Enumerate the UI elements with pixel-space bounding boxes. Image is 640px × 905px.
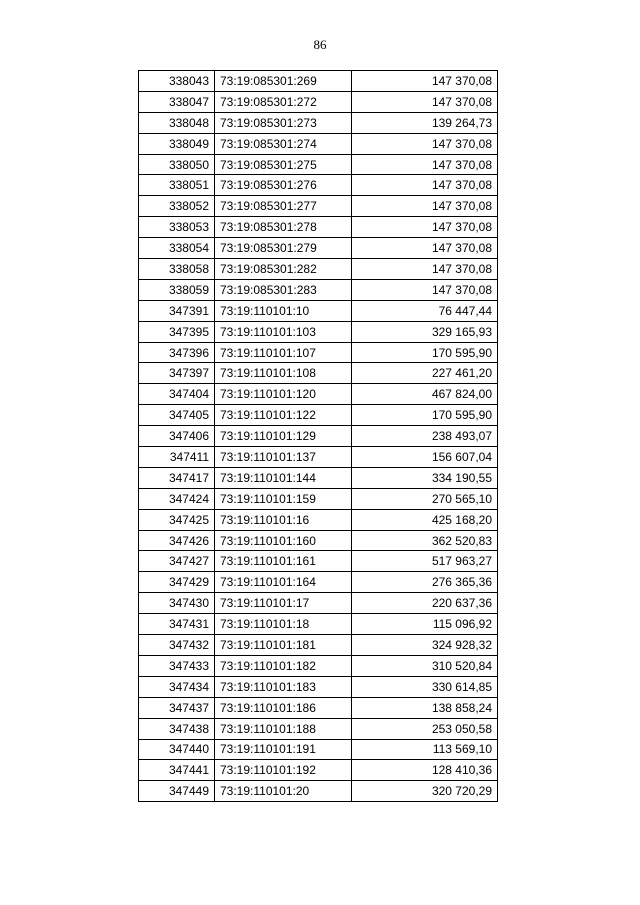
row-id-cell: 347391: [139, 300, 215, 321]
cadastral-number-cell: 73:19:110101:183: [215, 676, 352, 697]
row-id-cell: 347397: [139, 363, 215, 384]
row-id-cell: 347396: [139, 342, 215, 363]
row-id-cell: 347406: [139, 426, 215, 447]
cadastral-number-cell: 73:19:110101:108: [215, 363, 352, 384]
cadastral-number-cell: 73:19:110101:188: [215, 718, 352, 739]
row-id-cell: 338043: [139, 71, 215, 92]
registry-table-body: [139, 71, 498, 802]
row-id-cell: 347441: [139, 760, 215, 781]
table-row: [139, 781, 498, 802]
cadastral-number-cell: 73:19:085301:283: [215, 279, 352, 300]
cadastral-number-cell: 73:19:085301:272: [215, 91, 352, 112]
table-row: [139, 614, 498, 635]
cadastral-number-cell: 73:19:085301:276: [215, 175, 352, 196]
cadastral-number-cell: 73:19:110101:120: [215, 384, 352, 405]
amount-cell: 139 264,73: [352, 112, 498, 133]
amount-cell: 170 595,90: [352, 342, 498, 363]
table-row: [139, 133, 498, 154]
table-row: [139, 175, 498, 196]
table-row: [139, 655, 498, 676]
table-row: [139, 279, 498, 300]
table-row: [139, 71, 498, 92]
table-row: [139, 384, 498, 405]
table-row: [139, 551, 498, 572]
amount-cell: 334 190,55: [352, 467, 498, 488]
cadastral-number-cell: 73:19:085301:282: [215, 259, 352, 280]
amount-cell: 467 824,00: [352, 384, 498, 405]
amount-cell: 113 569,10: [352, 739, 498, 760]
table-row: [139, 405, 498, 426]
cadastral-number-cell: 73:19:110101:182: [215, 655, 352, 676]
row-id-cell: 347437: [139, 697, 215, 718]
amount-cell: 147 370,08: [352, 91, 498, 112]
amount-cell: 147 370,08: [352, 217, 498, 238]
cadastral-number-cell: 73:19:110101:17: [215, 593, 352, 614]
table-row: [139, 697, 498, 718]
cadastral-number-cell: 73:19:085301:275: [215, 154, 352, 175]
table-row: [139, 760, 498, 781]
table-row: [139, 217, 498, 238]
table-row: [139, 509, 498, 530]
amount-cell: 220 637,36: [352, 593, 498, 614]
row-id-cell: 338047: [139, 91, 215, 112]
table-row: [139, 467, 498, 488]
row-id-cell: 347427: [139, 551, 215, 572]
amount-cell: 147 370,08: [352, 259, 498, 280]
amount-cell: 330 614,85: [352, 676, 498, 697]
amount-cell: 147 370,08: [352, 238, 498, 259]
cadastral-number-cell: 73:19:110101:16: [215, 509, 352, 530]
amount-cell: 147 370,08: [352, 133, 498, 154]
amount-cell: 517 963,27: [352, 551, 498, 572]
cadastral-number-cell: 73:19:110101:191: [215, 739, 352, 760]
cadastral-number-cell: 73:19:110101:161: [215, 551, 352, 572]
row-id-cell: 347404: [139, 384, 215, 405]
cadastral-number-cell: 73:19:110101:107: [215, 342, 352, 363]
row-id-cell: 347424: [139, 488, 215, 509]
row-id-cell: 347425: [139, 509, 215, 530]
amount-cell: 276 365,36: [352, 572, 498, 593]
cadastral-number-cell: 73:19:110101:137: [215, 447, 352, 468]
table-row: [139, 593, 498, 614]
table-row: [139, 676, 498, 697]
amount-cell: 238 493,07: [352, 426, 498, 447]
amount-cell: 128 410,36: [352, 760, 498, 781]
table-row: [139, 363, 498, 384]
row-id-cell: 347432: [139, 635, 215, 656]
cadastral-number-cell: 73:19:085301:277: [215, 196, 352, 217]
cadastral-number-cell: 73:19:110101:186: [215, 697, 352, 718]
table-row: [139, 718, 498, 739]
cadastral-number-cell: 73:19:110101:144: [215, 467, 352, 488]
table-row: [139, 259, 498, 280]
page-number: 86: [313, 37, 327, 52]
row-id-cell: 347433: [139, 655, 215, 676]
row-id-cell: 347395: [139, 321, 215, 342]
cadastral-number-cell: 73:19:085301:279: [215, 238, 352, 259]
cadastral-number-cell: 73:19:085301:269: [215, 71, 352, 92]
cadastral-number-cell: 73:19:110101:129: [215, 426, 352, 447]
table-row: [139, 426, 498, 447]
table-row: [139, 91, 498, 112]
row-id-cell: 338049: [139, 133, 215, 154]
table-row: [139, 488, 498, 509]
table-row: [139, 635, 498, 656]
amount-cell: 76 447,44: [352, 300, 498, 321]
row-id-cell: 338052: [139, 196, 215, 217]
amount-cell: 329 165,93: [352, 321, 498, 342]
row-id-cell: 338050: [139, 154, 215, 175]
registry-table: [138, 70, 498, 802]
row-id-cell: 347438: [139, 718, 215, 739]
amount-cell: 156 607,04: [352, 447, 498, 468]
amount-cell: 362 520,83: [352, 530, 498, 551]
row-id-cell: 347449: [139, 781, 215, 802]
row-id-cell: 347431: [139, 614, 215, 635]
row-id-cell: 347411: [139, 447, 215, 468]
amount-cell: 147 370,08: [352, 279, 498, 300]
table-row: [139, 342, 498, 363]
table-row: [139, 572, 498, 593]
cadastral-number-cell: 73:19:110101:192: [215, 760, 352, 781]
amount-cell: 147 370,08: [352, 154, 498, 175]
row-id-cell: 338053: [139, 217, 215, 238]
amount-cell: 115 096,92: [352, 614, 498, 635]
row-id-cell: 338048: [139, 112, 215, 133]
cadastral-number-cell: 73:19:110101:160: [215, 530, 352, 551]
row-id-cell: 347417: [139, 467, 215, 488]
table-row: [139, 154, 498, 175]
row-id-cell: 347429: [139, 572, 215, 593]
cadastral-number-cell: 73:19:110101:159: [215, 488, 352, 509]
table-row: [139, 321, 498, 342]
row-id-cell: 347405: [139, 405, 215, 426]
amount-cell: 320 720,29: [352, 781, 498, 802]
amount-cell: 147 370,08: [352, 196, 498, 217]
table-row: [139, 739, 498, 760]
table-row: [139, 447, 498, 468]
row-id-cell: 347426: [139, 530, 215, 551]
amount-cell: 147 370,08: [352, 175, 498, 196]
cadastral-number-cell: 73:19:110101:122: [215, 405, 352, 426]
amount-cell: 227 461,20: [352, 363, 498, 384]
row-id-cell: 347440: [139, 739, 215, 760]
cadastral-number-cell: 73:19:110101:181: [215, 635, 352, 656]
amount-cell: 138 858,24: [352, 697, 498, 718]
table-row: [139, 300, 498, 321]
row-id-cell: 338054: [139, 238, 215, 259]
row-id-cell: 338059: [139, 279, 215, 300]
cadastral-number-cell: 73:19:085301:274: [215, 133, 352, 154]
row-id-cell: 347430: [139, 593, 215, 614]
table-row: [139, 112, 498, 133]
table-row: [139, 238, 498, 259]
cadastral-number-cell: 73:19:110101:20: [215, 781, 352, 802]
row-id-cell: 338051: [139, 175, 215, 196]
amount-cell: 310 520,84: [352, 655, 498, 676]
amount-cell: 270 565,10: [352, 488, 498, 509]
cadastral-number-cell: 73:19:110101:10: [215, 300, 352, 321]
cadastral-number-cell: 73:19:110101:18: [215, 614, 352, 635]
table-row: [139, 196, 498, 217]
amount-cell: 147 370,08: [352, 71, 498, 92]
amount-cell: 253 050,58: [352, 718, 498, 739]
cadastral-number-cell: 73:19:085301:278: [215, 217, 352, 238]
row-id-cell: 338058: [139, 259, 215, 280]
amount-cell: 425 168,20: [352, 509, 498, 530]
cadastral-number-cell: 73:19:085301:273: [215, 112, 352, 133]
amount-cell: 170 595,90: [352, 405, 498, 426]
row-id-cell: 347434: [139, 676, 215, 697]
amount-cell: 324 928,32: [352, 635, 498, 656]
table-row: [139, 530, 498, 551]
cadastral-number-cell: 73:19:110101:164: [215, 572, 352, 593]
cadastral-number-cell: 73:19:110101:103: [215, 321, 352, 342]
